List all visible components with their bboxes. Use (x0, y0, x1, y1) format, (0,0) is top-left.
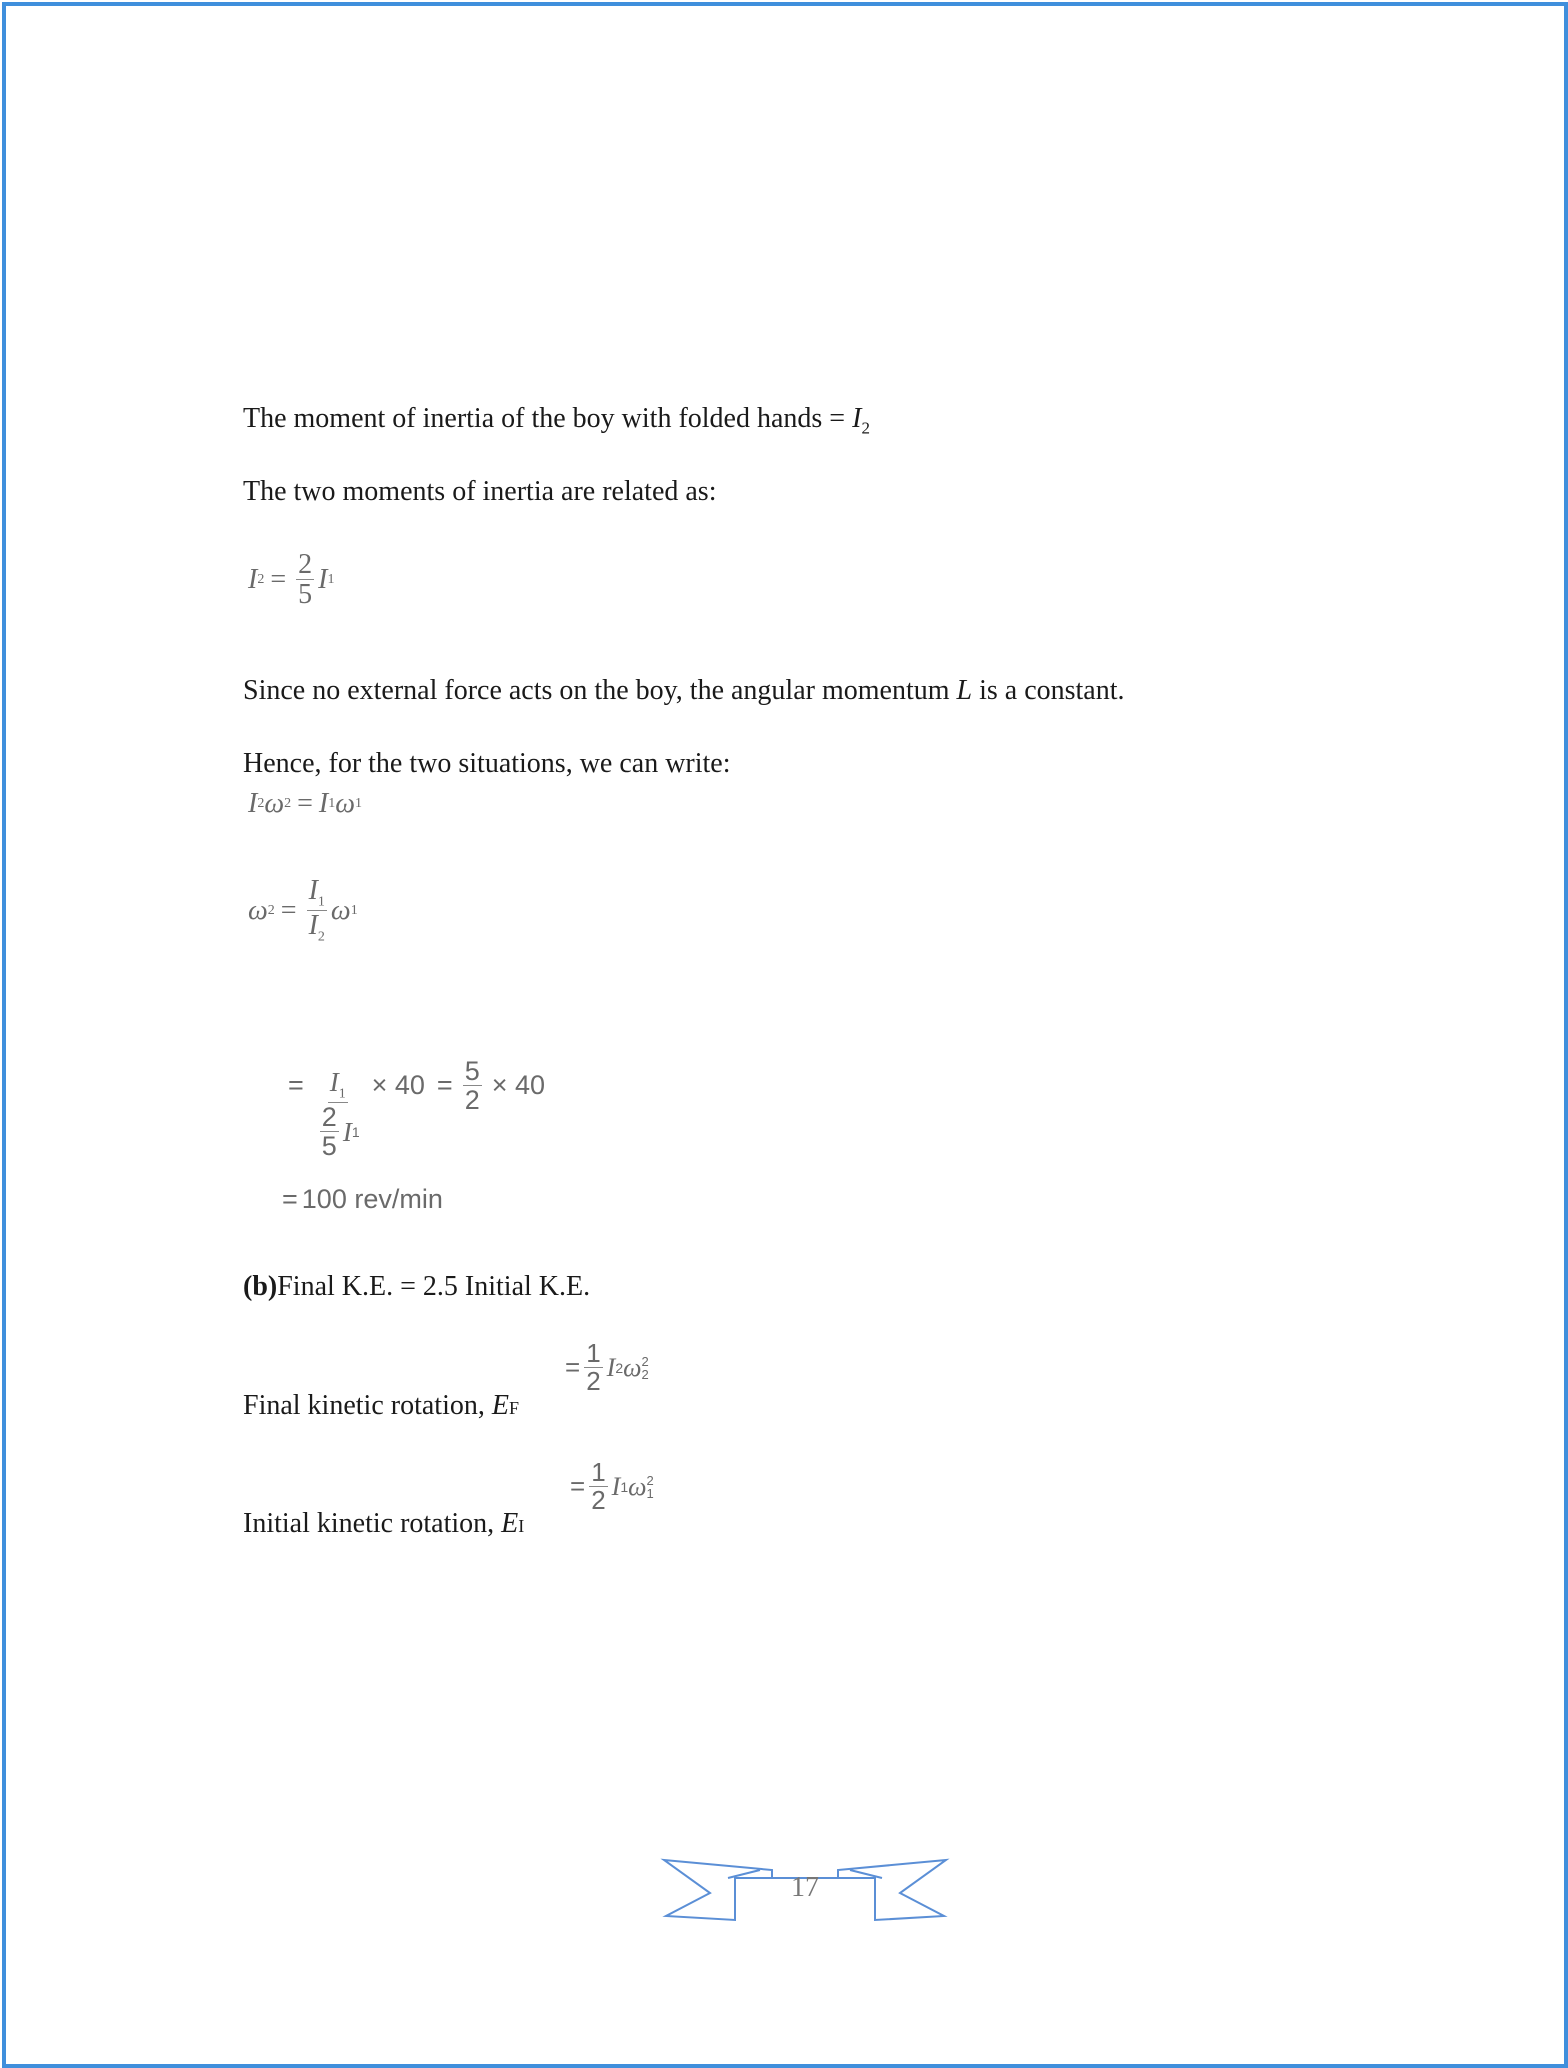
text-line-angular-momentum (243, 677, 1125, 705)
equation-initial-ke (570, 1459, 654, 1515)
var: I (248, 788, 258, 819)
fraction (296, 550, 314, 610)
page-border (2, 2, 1568, 2068)
var: I (318, 563, 328, 595)
text: Since no external force acts on the boy, the angular momentum (243, 675, 957, 706)
text-line-related: The two moments of inertia are related as: (243, 476, 717, 507)
sub: 1 (327, 571, 335, 587)
var: I (308, 910, 318, 942)
sub: 2 (317, 929, 325, 945)
var: E (501, 1508, 519, 1539)
var: ω (248, 894, 268, 926)
var: ω (330, 894, 351, 926)
var: E (491, 1390, 509, 1421)
sub: 1 (350, 902, 358, 918)
var: L (956, 675, 973, 706)
equals: = (565, 1352, 581, 1383)
numerator: 1 (591, 1457, 606, 1487)
sub: 2 (284, 796, 292, 811)
sub: 1 (620, 1478, 629, 1495)
equation-omega2 (248, 876, 358, 946)
var: I (342, 1116, 352, 1147)
var: ω (264, 788, 285, 819)
denominator: 5 (298, 579, 313, 611)
equals: = (436, 1069, 453, 1100)
var: I (329, 1067, 339, 1097)
sub: 2 (257, 796, 265, 811)
equation-momentum-conservation (248, 788, 362, 820)
denominator (307, 911, 327, 945)
numerator: 2 (321, 1102, 337, 1133)
var: I (248, 563, 258, 595)
text-part-b (243, 1273, 590, 1301)
sub: 1 (351, 1123, 360, 1140)
inner-fraction (320, 1103, 339, 1161)
subscript: 2 (861, 418, 870, 438)
numerator (328, 1068, 348, 1103)
fraction (307, 876, 327, 946)
equals: = (297, 788, 313, 819)
subscript: F (508, 1398, 519, 1418)
equals: = (282, 1184, 298, 1214)
page-number: 17 (791, 1872, 819, 1903)
sub: 1 (355, 796, 363, 811)
text: Final kinetic rotation, (243, 1390, 492, 1421)
numerator: 2 (298, 549, 313, 580)
denominator: 2 (464, 1084, 480, 1115)
sub: 1 (317, 894, 325, 910)
equation-substitution (282, 1010, 551, 1161)
times-40: × 40 (491, 1069, 546, 1100)
var: I (318, 788, 329, 819)
equation-result (282, 1184, 443, 1215)
var: I (852, 403, 862, 434)
fraction (463, 1057, 482, 1115)
subscript: I (518, 1516, 525, 1536)
page-number-ribbon (660, 1848, 950, 1928)
result-value: 100 rev/min (301, 1184, 443, 1214)
sub: 2 (257, 571, 265, 587)
var: I (611, 1471, 621, 1501)
fraction (314, 1068, 362, 1161)
sup: 2 (641, 1353, 649, 1369)
denominator: 5 (321, 1131, 337, 1162)
times-40: × 40 (371, 1069, 425, 1100)
denominator (314, 1103, 362, 1161)
equation-final-ke (565, 1340, 649, 1396)
sub: 2 (641, 1366, 649, 1382)
equals: = (570, 1471, 586, 1502)
sub: 1 (328, 796, 336, 811)
equals: = (280, 894, 297, 926)
text: is a constant. (972, 675, 1125, 706)
text-final-ke (243, 1392, 519, 1420)
var: ω (335, 788, 356, 819)
var: I (606, 1352, 616, 1382)
sub: 2 (267, 902, 275, 918)
sub: 1 (338, 1086, 346, 1102)
numerator (307, 876, 327, 911)
denominator: 2 (586, 1366, 601, 1397)
sub: 1 (646, 1485, 654, 1501)
text: Final K.E. = 2.5 Initial K.E. (277, 1271, 591, 1302)
var: I (308, 875, 318, 906)
fraction (584, 1340, 602, 1396)
text-initial-ke (243, 1510, 524, 1538)
numerator: 5 (464, 1055, 480, 1086)
denominator: 2 (591, 1485, 606, 1516)
label: (b) (243, 1271, 278, 1302)
sup: 2 (646, 1472, 654, 1488)
equation-i2-relation (248, 550, 334, 610)
numerator: 1 (586, 1338, 601, 1368)
text: The moment of inertia of the boy with folded hands = (243, 403, 853, 434)
text-line-moment-folded (243, 405, 870, 437)
fraction (589, 1459, 607, 1515)
var: ω (628, 1471, 647, 1501)
var: ω (623, 1352, 642, 1382)
text: Initial kinetic rotation, (243, 1508, 502, 1539)
equals: = (288, 1069, 304, 1100)
equals: = (270, 563, 287, 595)
text-line-hence: Hence, for the two situations, we can write: (243, 748, 731, 779)
sub: 2 (615, 1359, 624, 1376)
